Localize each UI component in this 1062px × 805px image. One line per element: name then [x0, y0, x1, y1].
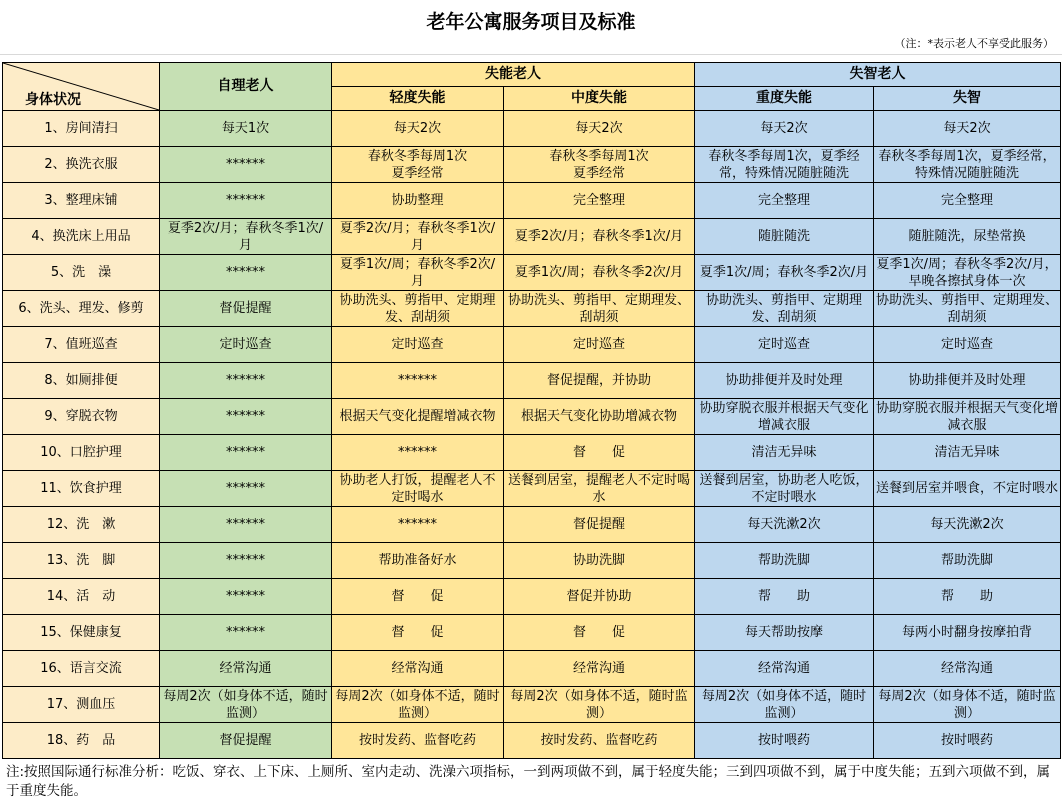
cell-item: 2、换洗衣服 — [3, 147, 160, 183]
table-row — [3, 615, 1061, 651]
cell-self-care: 每天1次 — [160, 111, 332, 147]
header-severe: 重度失能 — [695, 87, 874, 111]
table-row — [3, 111, 1061, 147]
cell-self-care: ****** — [160, 255, 332, 291]
cell-mild: 夏季1次/周；春秋冬季2次/月 — [332, 255, 504, 291]
cell-self-care: ****** — [160, 507, 332, 543]
cell-self-care: 夏季2次/月；春秋冬季1次/月 — [160, 219, 332, 255]
cell-item: 5、洗 澡 — [3, 255, 160, 291]
cell-dementia: 送餐到居室并喂食，不定时喂水 — [874, 471, 1061, 507]
cell-item: 16、语言交流 — [3, 651, 160, 687]
table-row — [3, 543, 1061, 579]
cell-moderate: 根据天气变化协助增减衣物 — [504, 399, 695, 435]
cell-severe: 完全整理 — [695, 183, 874, 219]
table-row — [3, 471, 1061, 507]
cell-mild: 根据天气变化提醒增减衣物 — [332, 399, 504, 435]
cell-severe: 定时巡查 — [695, 327, 874, 363]
header-body-status — [3, 63, 160, 111]
cell-severe: 每天洗漱2次 — [695, 507, 874, 543]
cell-item: 1、房间清扫 — [3, 111, 160, 147]
header-dementia-sub: 失智 — [874, 87, 1061, 111]
cell-item: 15、保健康复 — [3, 615, 160, 651]
cell-dementia: 协助穿脱衣服并根据天气变化增减衣服 — [874, 399, 1061, 435]
table-row — [3, 327, 1061, 363]
cell-moderate: 督促提醒 — [504, 507, 695, 543]
cell-item: 11、饮食护理 — [3, 471, 160, 507]
cell-self-care: 经常沟通 — [160, 651, 332, 687]
legend-note: （注：*表示老人不享受此服务） — [894, 37, 1054, 50]
cell-moderate: 完全整理 — [504, 183, 695, 219]
table-row — [3, 219, 1061, 255]
cell-dementia: 经常沟通 — [874, 651, 1061, 687]
cell-item: 14、活 动 — [3, 579, 160, 615]
cell-dementia: 随脏随洗，尿垫常换 — [874, 219, 1061, 255]
cell-moderate: 夏季2次/月；春秋冬季1次/月 — [504, 219, 695, 255]
cell-dementia: 定时巡查 — [874, 327, 1061, 363]
table-row — [3, 687, 1061, 723]
cell-item: 9、穿脱衣物 — [3, 399, 160, 435]
cell-moderate: 每天2次 — [504, 111, 695, 147]
cell-severe: 协助排便并及时处理 — [695, 363, 874, 399]
cell-item: 8、如厕排便 — [3, 363, 160, 399]
cell-moderate: 春秋冬季每周1次 夏季经常 — [504, 147, 695, 183]
cell-self-care: 定时巡查 — [160, 327, 332, 363]
cell-severe: 清洁无异味 — [695, 435, 874, 471]
cell-self-care: ****** — [160, 543, 332, 579]
header-body-status-label: 身体状况 — [25, 92, 81, 108]
cell-moderate: 协助洗头、剪指甲、定期理发、刮胡须 — [504, 291, 695, 327]
cell-item: 10、口腔护理 — [3, 435, 160, 471]
cell-dementia: 帮助洗脚 — [874, 543, 1061, 579]
cell-severe: 经常沟通 — [695, 651, 874, 687]
cell-severe: 夏季1次/周；春秋冬季2次/月 — [695, 255, 874, 291]
cell-mild: 每天2次 — [332, 111, 504, 147]
cell-mild: 督 促 — [332, 615, 504, 651]
cell-mild: 按时发药、监督吃药 — [332, 723, 504, 759]
table-row — [3, 651, 1061, 687]
cell-dementia: 每天2次 — [874, 111, 1061, 147]
cell-item: 18、药 品 — [3, 723, 160, 759]
footnote: 注:按照国际通行标准分析：吃饭、穿衣、上下床、上厕所、室内走动、洗澡六项指标，一到两项做不到，属于轻度失能；三到四项做不到，属于中度失能；五到六项做不到，属于重度失能。 — [6, 764, 1051, 799]
cell-dementia: 协助洗头、剪指甲、定期理发、刮胡须 — [874, 291, 1061, 327]
cell-item: 12、洗 漱 — [3, 507, 160, 543]
cell-item: 6、洗头、理发、修剪 — [3, 291, 160, 327]
cell-moderate: 督促提醒，并协助 — [504, 363, 695, 399]
cell-self-care: ****** — [160, 435, 332, 471]
cell-dementia: 每两小时翻身按摩拍背 — [874, 615, 1061, 651]
cell-mild: ****** — [332, 363, 504, 399]
cell-item: 7、值班巡查 — [3, 327, 160, 363]
cell-dementia: 按时喂药 — [874, 723, 1061, 759]
header-dementia: 失智老人 — [695, 63, 1061, 87]
cell-self-care: 督促提醒 — [160, 291, 332, 327]
cell-mild: 协助整理 — [332, 183, 504, 219]
cell-mild: 夏季2次/月；春秋冬季1次/月 — [332, 219, 504, 255]
header-disabled: 失能老人 — [332, 63, 695, 87]
cell-severe: 按时喂药 — [695, 723, 874, 759]
cell-dementia: 帮 助 — [874, 579, 1061, 615]
table-row — [3, 255, 1061, 291]
cell-mild: 春秋冬季每周1次 夏季经常 — [332, 147, 504, 183]
page-title: 老年公寓服务项目及标准 — [426, 11, 636, 33]
cell-severe: 每天帮助按摩 — [695, 615, 874, 651]
cell-severe: 送餐到居室，协助老人吃饭，不定时喂水 — [695, 471, 874, 507]
cell-dementia: 完全整理 — [874, 183, 1061, 219]
cell-self-care: ****** — [160, 147, 332, 183]
table-row — [3, 579, 1061, 615]
cell-mild: 定时巡查 — [332, 327, 504, 363]
cell-severe: 每周2次（如身体不适，随时监测） — [695, 687, 874, 723]
cell-moderate: 协助洗脚 — [504, 543, 695, 579]
cell-moderate: 督 促 — [504, 615, 695, 651]
cell-mild: 经常沟通 — [332, 651, 504, 687]
cell-moderate: 按时发药、监督吃药 — [504, 723, 695, 759]
table-row — [3, 291, 1061, 327]
cell-self-care: ****** — [160, 399, 332, 435]
table-row — [3, 399, 1061, 435]
cell-severe: 协助洗头、剪指甲、定期理发、刮胡须 — [695, 291, 874, 327]
table-row — [3, 507, 1061, 543]
service-table — [2, 62, 1061, 759]
cell-severe: 春秋冬季每周1次，夏季经常，特殊情况随脏随洗 — [695, 147, 874, 183]
header-moderate: 中度失能 — [504, 87, 695, 111]
cell-dementia: 协助排便并及时处理 — [874, 363, 1061, 399]
cell-self-care: ****** — [160, 579, 332, 615]
header-self-care: 自理老人 — [160, 63, 332, 111]
cell-item: 13、洗 脚 — [3, 543, 160, 579]
cell-self-care: ****** — [160, 363, 332, 399]
cell-self-care: ****** — [160, 183, 332, 219]
cell-moderate: 每周2次（如身体不适，随时监测） — [504, 687, 695, 723]
cell-mild: ****** — [332, 507, 504, 543]
cell-severe: 帮 助 — [695, 579, 874, 615]
cell-item: 17、测血压 — [3, 687, 160, 723]
cell-dementia: 清洁无异味 — [874, 435, 1061, 471]
cell-item: 4、换洗床上用品 — [3, 219, 160, 255]
cell-moderate: 定时巡查 — [504, 327, 695, 363]
cell-dementia: 每周2次（如身体不适，随时监测） — [874, 687, 1061, 723]
cell-moderate: 送餐到居室，提醒老人不定时喝水 — [504, 471, 695, 507]
cell-item: 3、整理床铺 — [3, 183, 160, 219]
cell-self-care: 每周2次（如身体不适，随时监测） — [160, 687, 332, 723]
divider — [0, 54, 1062, 55]
cell-self-care: 督促提醒 — [160, 723, 332, 759]
cell-self-care: ****** — [160, 615, 332, 651]
header-mild: 轻度失能 — [332, 87, 504, 111]
cell-mild: 每周2次（如身体不适，随时监测） — [332, 687, 504, 723]
table-row — [3, 723, 1061, 759]
cell-dementia: 每天洗漱2次 — [874, 507, 1061, 543]
cell-severe: 随脏随洗 — [695, 219, 874, 255]
table-row — [3, 363, 1061, 399]
cell-mild: 帮助准备好水 — [332, 543, 504, 579]
cell-mild: 督 促 — [332, 579, 504, 615]
table-row — [3, 147, 1061, 183]
cell-mild: ****** — [332, 435, 504, 471]
table-row — [3, 183, 1061, 219]
cell-moderate: 督促并协助 — [504, 579, 695, 615]
cell-severe: 每天2次 — [695, 111, 874, 147]
cell-mild: 协助洗头、剪指甲、定期理发、刮胡须 — [332, 291, 504, 327]
cell-moderate: 经常沟通 — [504, 651, 695, 687]
table-row — [3, 435, 1061, 471]
cell-severe: 协助穿脱衣服并根据天气变化增减衣服 — [695, 399, 874, 435]
cell-dementia: 春秋冬季每周1次，夏季经常，特殊情况随脏随洗 — [874, 147, 1061, 183]
cell-moderate: 夏季1次/周；春秋冬季2次/月 — [504, 255, 695, 291]
cell-mild: 协助老人打饭，提醒老人不定时喝水 — [332, 471, 504, 507]
cell-self-care: ****** — [160, 471, 332, 507]
cell-dementia: 夏季1次/周；春秋冬季2次/月，早晚各擦拭身体一次 — [874, 255, 1061, 291]
cell-severe: 帮助洗脚 — [695, 543, 874, 579]
cell-moderate: 督 促 — [504, 435, 695, 471]
